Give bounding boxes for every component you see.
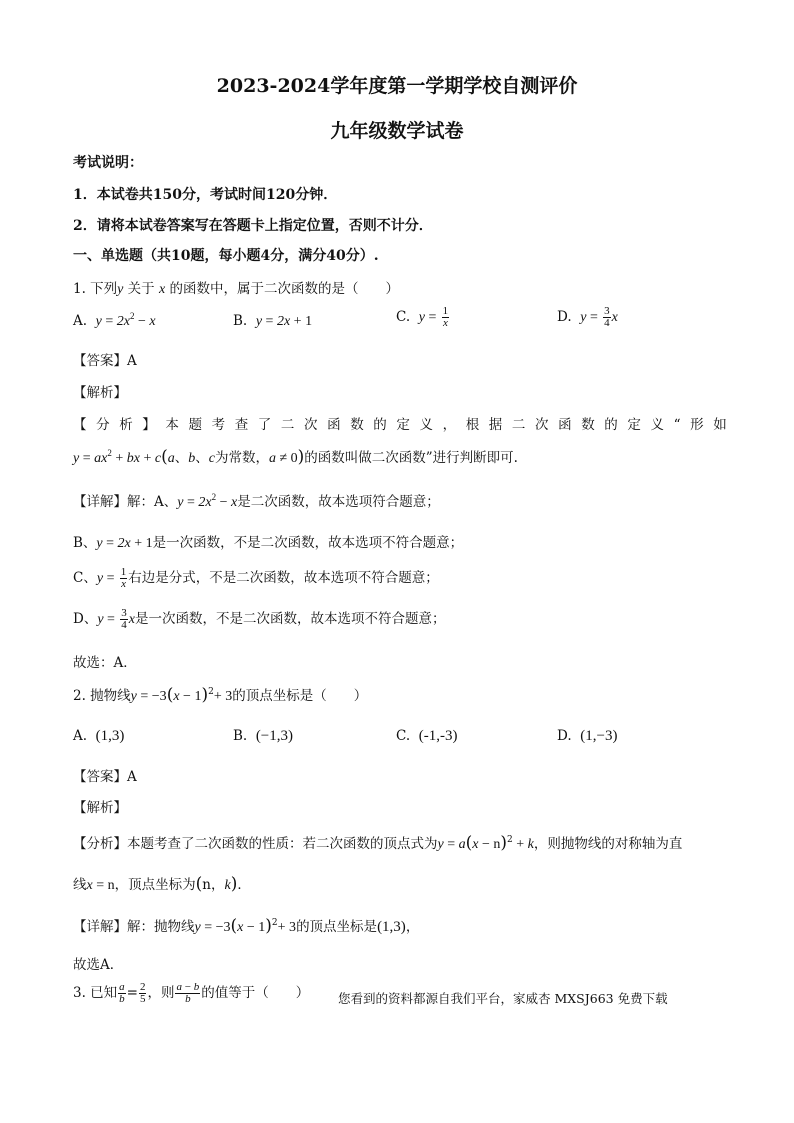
instruction-item-2: 2．请将本试卷答案写在答题卡上指定位置，否则不计分． [73, 218, 433, 234]
question-1-option-d: D. y = $\frac{3}{4}$ x [557, 305, 618, 329]
question-1-detail-b: B、y = 2x + 1是一次函数，不是二次函数，故本选项不符合题意； [73, 535, 464, 551]
question-1-detail-a: 【详解】解：A、$y = 2x^2 - x$是二次函数，故本选项符合题意； [73, 492, 440, 510]
page-title: 2023-2024学年度第一学期学校自测评价 [216, 75, 578, 97]
page-subtitle: 九年级数学试卷 [330, 120, 464, 142]
question-3-stem: 3. 已知 $\frac{a}{b}$ = $\frac{2}{5}$ ，则 $\frac{a - b}{b}$ 的值等于（ ） [73, 981, 310, 1005]
question-2-analysis-tag: 【解析】 [73, 800, 127, 816]
question-1-conclusion: 故选：A． [73, 655, 137, 671]
section-heading: 一、单选题（共10题，每小题4分，满分40分）. [73, 248, 379, 264]
question-1-detail-c: C、y = $\frac{1}{x}$ 右边是分式，不是二次函数，故本选项不符合题意； [73, 566, 439, 590]
question-1-option-c: C. y = $\frac{1}{x}$ [396, 305, 449, 329]
question-1-option-a: A. $y = 2x^2 - x$ [73, 311, 156, 329]
question-2-option-d: D. (1,−3) [557, 728, 618, 744]
instructions-heading: 考试说明： [73, 155, 143, 171]
instruction-item-1: 1．本试卷共150分，考试时间120分钟． [73, 187, 338, 203]
question-2-conclusion: 故选A． [73, 957, 124, 973]
question-2-option-c: C. (-1,-3) [396, 728, 458, 744]
question-1-detail-d: D、y = $\frac{3}{4}$ x是一次函数，不是二次函数，故本选项不符合题意； [73, 607, 446, 631]
question-2-option-a: A. (1,3) [73, 728, 125, 744]
question-2-detail: 【详解】解：抛物线$y = -3(x - 1)^2+ 3$的顶点坐标是(1,3)， [73, 916, 420, 936]
question-2-analysis-line-1: 【分析】本题考查了二次函数的性质：若二次函数的顶点式为$y = a(x - n)^2 + k$，则抛物线的对称轴为直 [73, 833, 683, 853]
question-2-option-b: B. (−1,3) [233, 728, 294, 744]
question-1-analysis-tag: 【解析】 [73, 385, 127, 401]
question-1-option-b: B. y = 2x + 1 [233, 313, 313, 329]
question-2-analysis-line-2: 线x = n，顶点坐标为(n，k)． [73, 874, 251, 894]
watermark-text: 您看到的资料都源自我们平台，家威杏 MXSJ663 免费下载 [338, 991, 668, 1006]
question-2-stem: 2. 抛物线$y = -3(x - 1)^2+ 3$的顶点坐标是（ ） [73, 685, 368, 705]
question-1-analysis-line-2: $y = ax^2$ + bx + c(a、b、c为常数，a ≠ 0)的函数叫做二次函数”进行判断即可. [73, 447, 518, 467]
question-2-answer: 【答案】A [73, 769, 137, 785]
question-1-answer: 【答案】A [73, 353, 137, 369]
question-1-analysis-line-1: 【分析】本题考查了二次函数的定义，根据二次函数的定义“形如 [73, 417, 737, 433]
question-1-stem: 1. 下列y 关于 x 的函数中，属于二次函数的是（ ） [73, 281, 399, 297]
